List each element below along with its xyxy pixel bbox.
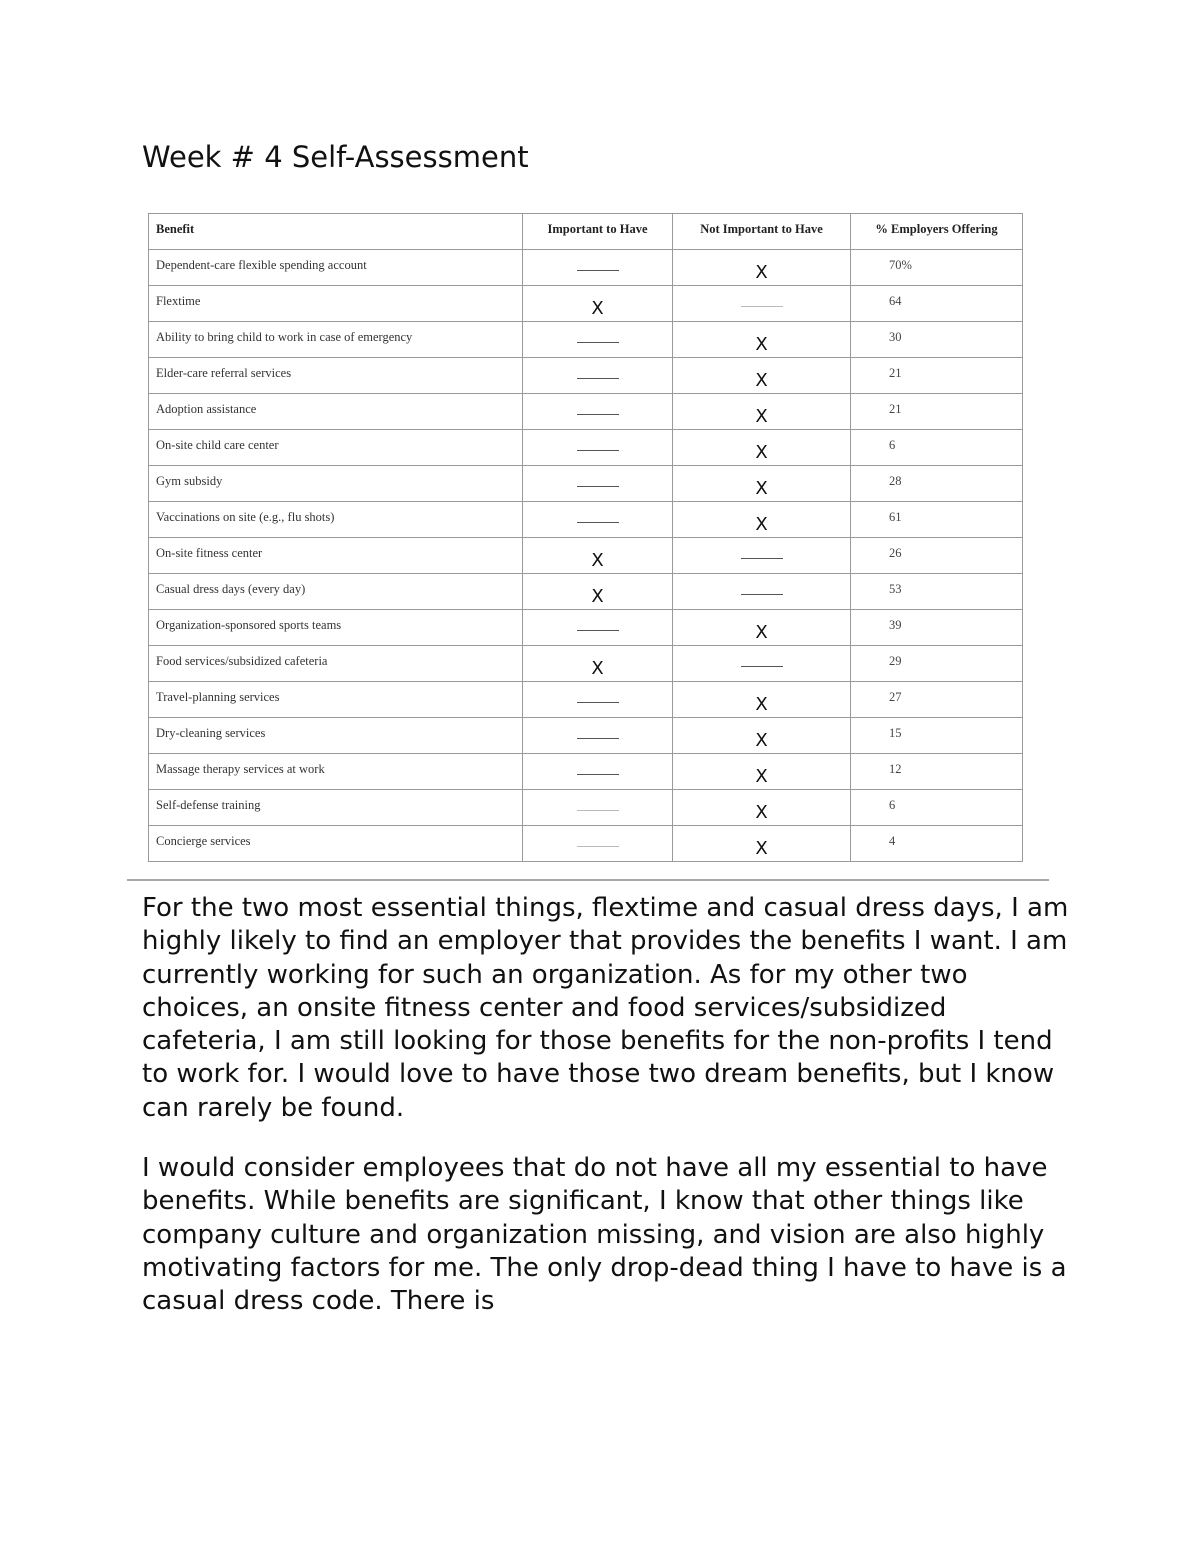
blank-line (577, 846, 619, 847)
not-important-cell (673, 430, 851, 466)
table-row (149, 250, 1023, 286)
percent-offering: 61 (851, 502, 1023, 538)
not-important-cell (673, 250, 851, 286)
benefit-name: Food services/subsidized cafeteria (149, 646, 523, 682)
horizontal-rule (127, 879, 1049, 881)
percent-offering: 53 (851, 574, 1023, 610)
benefit-name: Organization-sponsored sports teams (149, 610, 523, 646)
table-row (149, 502, 1023, 538)
x-mark: X (755, 406, 768, 427)
important-cell (523, 286, 673, 322)
blank-line (577, 522, 619, 523)
table-row (149, 754, 1023, 790)
not-important-cell (673, 394, 851, 430)
not-important-cell (673, 466, 851, 502)
benefit-name: Flextime (149, 286, 523, 322)
important-cell (523, 718, 673, 754)
benefit-name: Concierge services (149, 826, 523, 862)
percent-offering: 70% (851, 250, 1023, 286)
table-row (149, 682, 1023, 718)
table-header-row (149, 214, 1023, 250)
not-important-cell (673, 646, 851, 682)
important-cell (523, 646, 673, 682)
important-cell (523, 826, 673, 862)
benefit-name: Travel-planning services (149, 682, 523, 718)
important-cell (523, 394, 673, 430)
x-mark: X (755, 730, 768, 751)
table-row (149, 790, 1023, 826)
table-row (149, 538, 1023, 574)
x-mark: X (755, 622, 768, 643)
blank-line (577, 450, 619, 451)
not-important-cell (673, 754, 851, 790)
x-mark: X (755, 370, 768, 391)
x-mark: X (755, 478, 768, 499)
important-cell (523, 682, 673, 718)
important-cell (523, 790, 673, 826)
important-cell (523, 502, 673, 538)
benefit-name: Gym subsidy (149, 466, 523, 502)
percent-offering: 4 (851, 826, 1023, 862)
benefit-name: Ability to bring child to work in case of emergency (149, 322, 523, 358)
percent-offering: 26 (851, 538, 1023, 574)
benefit-name: Self-defense training (149, 790, 523, 826)
percent-offering: 28 (851, 466, 1023, 502)
not-important-cell (673, 286, 851, 322)
benefit-name: Casual dress days (every day) (149, 574, 523, 610)
benefits-table (148, 213, 1023, 862)
x-mark: X (591, 658, 604, 679)
not-important-cell (673, 574, 851, 610)
x-mark: X (755, 514, 768, 535)
x-mark: X (755, 766, 768, 787)
blank-line (741, 306, 783, 307)
important-cell (523, 538, 673, 574)
paragraph-1: For the two most essential things, flextime and casual dress days, I am highly likely to find an employer that provides the benefits I want. I am currently working for such an organization. As for my other two choices, an onsite fitness center and food services/subsidized cafeteria, I am still looking for those benefits for the non-profits I tend to work for. I would love to have those two dream benefits, but I know can rarely be found. (142, 893, 1069, 1123)
table-body (149, 250, 1023, 862)
important-cell (523, 466, 673, 502)
body-text (142, 892, 1072, 1346)
document-title: Week # 4 Self-Assessment (142, 140, 529, 174)
benefit-name: Vaccinations on site (e.g., flu shots) (149, 502, 523, 538)
not-important-cell (673, 610, 851, 646)
x-mark: X (591, 298, 604, 319)
table-row (149, 358, 1023, 394)
not-important-cell (673, 826, 851, 862)
blank-line (577, 270, 619, 271)
blank-line (741, 594, 783, 595)
percent-offering: 21 (851, 358, 1023, 394)
blank-line (741, 558, 783, 559)
important-cell (523, 610, 673, 646)
table-row (149, 574, 1023, 610)
percent-offering: 27 (851, 682, 1023, 718)
benefit-name: On-site child care center (149, 430, 523, 466)
blank-line (577, 342, 619, 343)
percent-offering: 6 (851, 430, 1023, 466)
blank-line (741, 666, 783, 667)
blank-line (577, 378, 619, 379)
percent-offering: 12 (851, 754, 1023, 790)
x-mark: X (755, 334, 768, 355)
table-row (149, 718, 1023, 754)
benefit-name: Dependent-care flexible spending account (149, 250, 523, 286)
benefit-name: On-site fitness center (149, 538, 523, 574)
table-row (149, 466, 1023, 502)
benefit-name: Massage therapy services at work (149, 754, 523, 790)
paragraph-2: I would consider employees that do not have all my essential to have benefits. While benefits are significant, I know that other things like company culture and organization missing, and vision are also highly motivating factors for me. The only drop-dead thing I have to have is a casual dress code. There is (142, 1153, 1067, 1317)
table-row (149, 826, 1023, 862)
percent-offering: 29 (851, 646, 1023, 682)
x-mark: X (755, 442, 768, 463)
x-mark: X (591, 550, 604, 571)
blank-line (577, 630, 619, 631)
table-row (149, 322, 1023, 358)
not-important-cell (673, 790, 851, 826)
blank-line (577, 702, 619, 703)
important-cell (523, 574, 673, 610)
not-important-cell (673, 682, 851, 718)
blank-line (577, 774, 619, 775)
header-not-important: Not Important to Have (673, 214, 851, 250)
percent-offering: 64 (851, 286, 1023, 322)
important-cell (523, 322, 673, 358)
benefit-name: Dry-cleaning services (149, 718, 523, 754)
percent-offering: 21 (851, 394, 1023, 430)
blank-line (577, 486, 619, 487)
percent-offering: 15 (851, 718, 1023, 754)
table-row (149, 610, 1023, 646)
header-benefit: Benefit (149, 214, 523, 250)
blank-line (577, 810, 619, 811)
not-important-cell (673, 718, 851, 754)
x-mark: X (755, 838, 768, 859)
not-important-cell (673, 538, 851, 574)
table-row (149, 394, 1023, 430)
important-cell (523, 358, 673, 394)
header-important: Important to Have (523, 214, 673, 250)
x-mark: X (755, 694, 768, 715)
blank-line (577, 738, 619, 739)
benefit-name: Elder-care referral services (149, 358, 523, 394)
x-mark: X (755, 262, 768, 283)
header-percent: % Employers Offering (851, 214, 1023, 250)
x-mark: X (591, 586, 604, 607)
benefit-name: Adoption assistance (149, 394, 523, 430)
important-cell (523, 250, 673, 286)
important-cell (523, 754, 673, 790)
not-important-cell (673, 502, 851, 538)
percent-offering: 6 (851, 790, 1023, 826)
important-cell (523, 430, 673, 466)
percent-offering: 30 (851, 322, 1023, 358)
table-row (149, 646, 1023, 682)
table-row (149, 430, 1023, 466)
percent-offering: 39 (851, 610, 1023, 646)
not-important-cell (673, 358, 851, 394)
not-important-cell (673, 322, 851, 358)
table-row (149, 286, 1023, 322)
x-mark: X (755, 802, 768, 823)
blank-line (577, 414, 619, 415)
